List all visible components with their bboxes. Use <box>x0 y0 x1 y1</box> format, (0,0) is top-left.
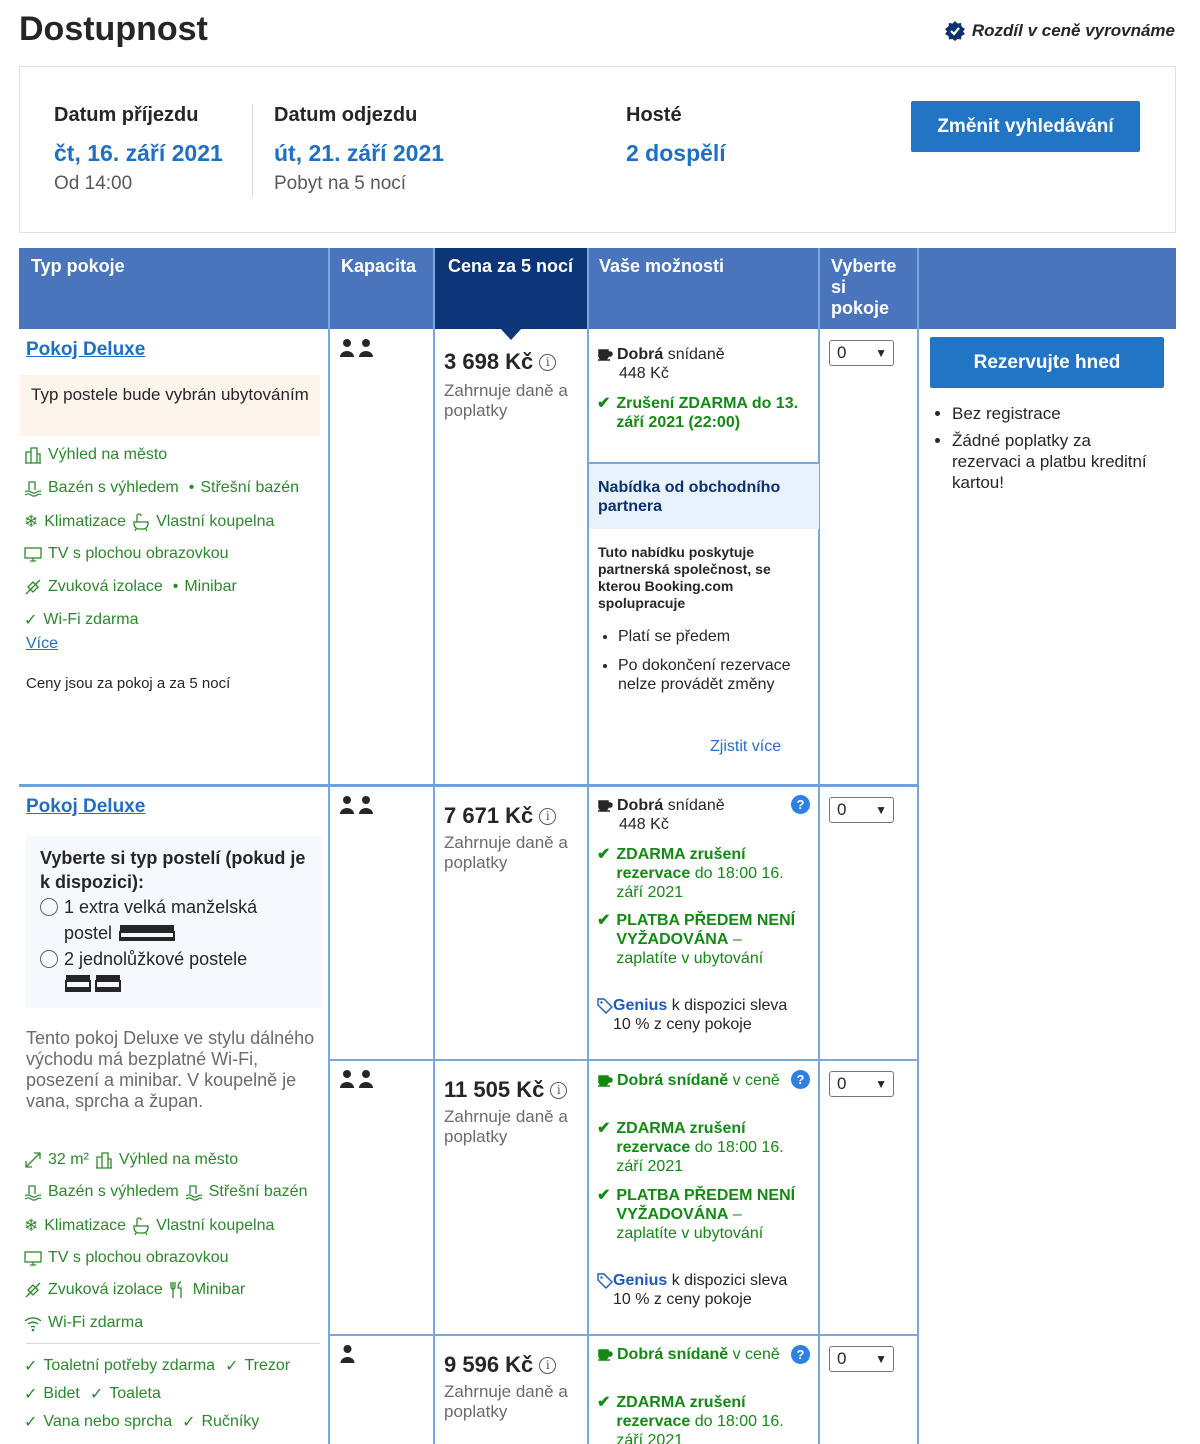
tag-icon <box>597 998 613 1014</box>
col-options: Vaše možnosti <box>599 256 725 276</box>
info-icon[interactable]: i <box>539 354 556 371</box>
help-icon[interactable]: ? <box>791 1070 810 1089</box>
facility-wifi: ✓ Wi-Fi zdarma <box>24 611 139 629</box>
book-now-button[interactable]: Rezervujte hned <box>930 337 1164 388</box>
check-icon: ✓ <box>225 1358 239 1375</box>
breakfast-option: Dobrá snídaně 448 Kč <box>597 345 812 383</box>
price-note: Ceny jsou za pokoj a za 5 nocí <box>26 675 231 692</box>
breakfast-option: Dobrá snídaně 448 Kč <box>597 796 787 834</box>
room-separator <box>19 784 918 787</box>
breakfast-option: Dobrá snídaně v ceně <box>597 1345 787 1364</box>
snowflake-icon: ❄ <box>24 1216 39 1235</box>
info-icon[interactable]: i <box>539 1357 556 1374</box>
grid-line <box>818 248 820 1444</box>
guests-label: Hosté <box>626 104 682 126</box>
coffee-icon <box>597 1345 613 1361</box>
page-title: Dostupnost <box>19 10 208 48</box>
radio-button[interactable] <box>40 898 58 916</box>
check-icon: ✓ <box>89 1386 104 1403</box>
twin-beds-icon <box>64 972 122 994</box>
check-icon: ✔ <box>597 1394 611 1411</box>
building-icon <box>24 446 42 464</box>
two-persons-icon <box>339 338 375 363</box>
partner-offer-header: Nabídka od obchodního partnera <box>589 464 819 529</box>
free-cancellation: ✔ ZDARMA zrušení rezervace do 18:00 16. září 2021 <box>597 1394 784 1444</box>
facility-tv: TV s plochou obrazovkou <box>24 1249 229 1267</box>
room-name-link[interactable]: Pokoj Deluxe <box>26 796 146 817</box>
no-prepayment: ✔ PLATBA PŘEDEM NENÍ VYŽADOVÁNA – zaplatíte v ubytování <box>597 1187 796 1242</box>
facility-aircon: ❄ Klimatizace Vlastní koupelna <box>24 512 275 531</box>
room-quantity-select[interactable]: 0 ▼ <box>829 1346 894 1372</box>
col-room-type: Typ pokoje <box>31 256 125 276</box>
divider <box>252 104 253 197</box>
genius-discount: Genius k dispozici sleva 10 % z ceny pokoje <box>597 1271 802 1309</box>
coffee-icon <box>597 345 613 361</box>
check-icon: ✓ <box>24 1386 38 1403</box>
pool-icon <box>185 1183 203 1201</box>
col-capacity: Kapacita <box>341 256 417 276</box>
checkin-date[interactable]: čt, 16. září 2021 <box>54 140 223 166</box>
help-icon[interactable]: ? <box>791 1345 810 1364</box>
booking-benefits <box>932 403 1152 493</box>
room-description: Tento pokoj Deluxe ve stylu dálného východu má bezplatné Wi-Fi, posezení a minibar. V koupelně je vana, sprcha a župan. <box>26 1028 315 1111</box>
one-person-icon <box>339 1344 356 1369</box>
breakfast-option: Dobrá snídaně v ceně <box>597 1071 787 1090</box>
col-price: Cena za 5 nocí <box>434 248 587 329</box>
amenity-row: ✓ Toaletní potřeby zdarma ✓ Trezor <box>24 1357 291 1375</box>
radio-button[interactable] <box>40 950 58 968</box>
check-icon: ✔ <box>597 1187 611 1204</box>
col-select: Vyberte si pokoje <box>831 256 897 318</box>
free-cancellation: ✔ ZDARMA zrušení rezervace do 18:00 16. září 2021 <box>597 846 784 901</box>
minibar-icon <box>169 1281 187 1299</box>
facility-soundproof: Zvuková izolace Minibar <box>24 1281 245 1299</box>
room-quantity-select[interactable]: 0 ▼ <box>829 340 894 366</box>
check-icon: ✓ <box>24 1414 38 1431</box>
partner-conditions <box>598 627 808 694</box>
bed-option-twin[interactable]: 2 jednolůžkové postele <box>40 946 308 1001</box>
bed-type-chooser <box>26 836 322 1008</box>
price-offer: 3 698 Kč i <box>444 349 556 375</box>
soundproof-icon <box>24 1281 42 1299</box>
chevron-down-icon: ▼ <box>875 1077 887 1091</box>
genius-discount: Genius k dispozici sleva 10 % z ceny pokoje <box>597 996 802 1034</box>
divider <box>26 1343 320 1344</box>
checkin-time: Od 14:00 <box>54 173 133 194</box>
info-icon[interactable]: i <box>550 1082 567 1099</box>
check-icon: ✔ <box>597 912 611 929</box>
guests-value[interactable]: 2 dospělí <box>626 140 726 166</box>
checkin-label: Datum příjezdu <box>54 104 199 126</box>
bath-icon <box>132 513 150 531</box>
stay-length: Pobyt na 5 nocí <box>274 173 407 194</box>
two-persons-icon <box>339 1069 375 1094</box>
check-icon: ✔ <box>597 1120 611 1137</box>
offer-separator <box>329 1059 918 1061</box>
grid-line <box>587 248 589 1444</box>
checkout-label: Datum odjezdu <box>274 104 418 126</box>
price-match-label: Rozdíl v ceně vyrovnáme <box>971 21 1175 40</box>
tv-icon <box>24 1249 42 1267</box>
amenity-row: ✓ Bidet ✓ Toaleta <box>24 1385 161 1403</box>
change-search-button[interactable]: Změnit vyhledávání <box>911 101 1140 152</box>
help-icon[interactable]: ? <box>791 795 810 814</box>
room-quantity-select[interactable]: 0 ▼ <box>829 1071 894 1097</box>
check-icon: ✓ <box>24 612 38 629</box>
verified-badge-icon <box>944 20 966 42</box>
chevron-down-icon: ▼ <box>875 346 887 360</box>
facility-size: 32 m² Výhled na město <box>24 1151 238 1169</box>
no-prepayment: ✔ PLATBA PŘEDEM NENÍ VYŽADOVÁNA – zaplatíte v ubytování <box>597 912 796 967</box>
price-offer: 7 671 Kč i <box>444 803 556 829</box>
partner-offer-text: Tuto nabídku poskytuje partnerská společnost, se kterou Booking.com spolupracuje <box>598 544 771 611</box>
check-icon: ✓ <box>182 1414 196 1431</box>
checkout-date[interactable]: út, 21. září 2021 <box>274 140 445 166</box>
check-icon: ✔ <box>597 395 611 412</box>
building-icon <box>95 1151 113 1169</box>
price-offer: 11 505 Kč i <box>444 1077 567 1103</box>
offer-separator <box>329 1334 918 1336</box>
room-quantity-select[interactable]: 0 ▼ <box>829 797 894 823</box>
free-cancellation: ✔ ZDARMA zrušení rezervace do 18:00 16. září 2021 <box>597 1120 784 1175</box>
facility-pool: Bazén s výhledem • Střešní bazén <box>24 479 299 497</box>
two-persons-icon <box>339 795 375 820</box>
grid-line <box>328 248 330 1444</box>
wifi-icon <box>24 1314 42 1332</box>
facility-pool: Bazén s výhledem Střešní bazén <box>24 1183 307 1201</box>
list-item: • Platí se předem <box>618 627 808 646</box>
sort-caret-icon <box>500 328 522 340</box>
room-name-link[interactable]: Pokoj Deluxe <box>26 339 146 360</box>
bed-chooser-title: Vyberte si typ postelí (pokud je k dispozici): <box>40 848 306 892</box>
list-item: • Žádné poplatky za rezervaci a platbu kreditní kartou! <box>952 430 1152 493</box>
amenity-row: ✓ Vana nebo sprcha ✓ Ručníky <box>24 1413 260 1431</box>
free-cancellation: ✔ Zrušení ZDARMA do 13. září 2021 (22:00) <box>597 395 799 431</box>
chevron-down-icon: ▼ <box>875 1352 887 1366</box>
list-item: • Po dokončení rezervace nelze provádět změny <box>618 656 808 694</box>
tv-icon <box>24 545 42 563</box>
double-bed-icon <box>118 923 176 943</box>
coffee-icon <box>597 796 613 812</box>
room-size-icon <box>24 1151 42 1169</box>
grid-line <box>433 248 435 1444</box>
check-icon: ✔ <box>597 846 611 863</box>
price-offer: 9 596 Kč i <box>444 1352 556 1378</box>
soundproof-icon <box>24 578 42 596</box>
includes-taxes: Zahrnuje daně a poplatky <box>444 833 568 872</box>
facility-soundproof: Zvuková izolace • Minibar <box>24 578 237 596</box>
grid-line <box>917 248 919 1444</box>
facility-tv: TV s plochou obrazovkou <box>24 545 229 563</box>
facility-aircon: ❄ Klimatizace Vlastní koupelna <box>24 1216 275 1235</box>
facility-wifi: Wi-Fi zdarma <box>24 1314 143 1332</box>
list-item: • Bez registrace <box>952 403 1152 424</box>
pool-icon <box>24 479 42 497</box>
price-match-badge[interactable] <box>944 20 1175 42</box>
info-icon[interactable]: i <box>539 808 556 825</box>
more-facilities-link[interactable]: Více <box>26 635 59 652</box>
bath-icon <box>132 1217 150 1235</box>
tag-icon <box>597 1273 613 1289</box>
bed-option-king[interactable]: 1 extra velká manželská postel <box>40 894 308 946</box>
snowflake-icon: ❄ <box>24 512 39 531</box>
includes-taxes: Zahrnuje daně a poplatky <box>444 1382 568 1421</box>
includes-taxes: Zahrnuje daně a poplatky <box>444 381 568 420</box>
facility-city-view: Výhled na město <box>24 446 167 464</box>
check-icon: ✓ <box>24 1358 38 1375</box>
chevron-down-icon: ▼ <box>875 803 887 817</box>
coffee-icon <box>597 1071 613 1087</box>
includes-taxes: Zahrnuje daně a poplatky <box>444 1107 568 1146</box>
pool-icon <box>24 1183 42 1201</box>
learn-more-link[interactable]: Zjistit více <box>710 738 782 755</box>
bed-type-note: Typ postele bude vybrán ubytováním <box>20 375 320 436</box>
